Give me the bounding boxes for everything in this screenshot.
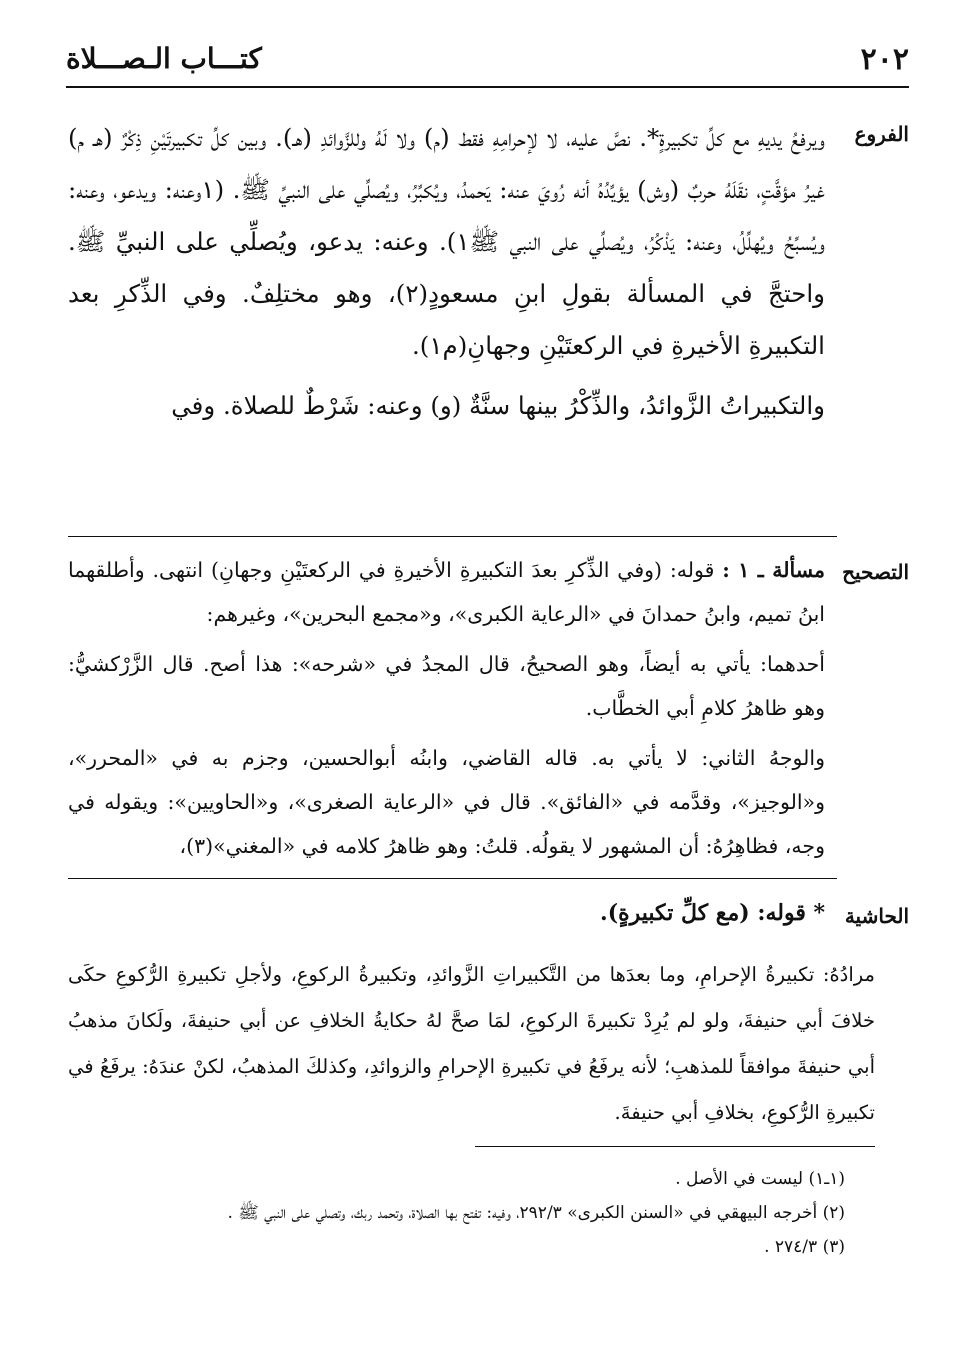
footnote: (٢) أخرجه البيهقي في «السنن الكبرى» ٢٩٢/٣، وفيه: تفتح بها الصلاة، وتحمد ربك، وتصلي على النبي ﷺ . [227, 1203, 845, 1223]
tashih-section [68, 548, 825, 868]
section-divider [68, 536, 837, 537]
hashiya-text: مرادُهُ: تكبيرةُ الإحرامِ، وما بعدَها من التَّكبيراتِ الزَّوائدِ، وتكبيرةُ الركوعِ، ولأجلِ تكبيرةِ الرُّكوعِ حكَى خلافَ أبي حنيفةَ، ولو لم يُرِدْ تكبيرةَ الركوعِ، لمَا صحَّ لهُ حكايةُ الخلافِ عن أبي حنيفةَ، ولَكانَ مذهبُ أبي حنيفةَ موافقاً للمذهبِ؛ لأنه يرفَعُ في تكبيرةِ الإحرامِ والزوائدِ، وكذلكَ المذهبُ، لكنْ عندَهُ: يرفَعُ في تكبيرةِ الرُّكوعِ، بخلافِ أبي حنيفةَ. [68, 963, 875, 1124]
tashih-paragraph-2: أحدهما: يأتي به أيضاً، وهو الصحيحُ، قال المجدُ في «شرحه»: هذا أصح. قال الزَّرْكشيُّ: وهو ظاهرُ كلامِ أبي الخطَّاب. [68, 652, 825, 720]
footnote-rule [475, 1146, 875, 1147]
section-label-tashih: التصحيح [842, 560, 909, 584]
tashih-paragraph-3: والوجهُ الثاني: لا يأتي به. قاله القاضي، وابنُه أبوالحسين، وجزم به في «المحرر»، و«الوجيز»، وقدَّمه في «الفائق». قال في «الرعاية الصغرى»، و«الحاويين»: ويقوله في وجه، فظاهِرُهُ: أن المشهور لا يقولُه. قلتُ: وهو ظاهرُ كلامه في «المغني»(٣)، [68, 746, 825, 858]
footnote: (١ـ١) ليست في الأصل . [675, 1169, 845, 1189]
section-label-furu: الفروع [854, 122, 909, 146]
furu-section [68, 112, 825, 432]
footnote: (٣) ٢٧٤/٣ . [764, 1237, 845, 1257]
hashiya-heading: * قوله: (مع كلِّ تكبيرةٍ). [600, 900, 825, 926]
header-rule [66, 86, 909, 88]
tashih-paragraph-1 [68, 548, 825, 636]
section-label-hashiya: الحاشية [844, 904, 909, 928]
hashiya-section [68, 952, 875, 1136]
section-divider [68, 878, 837, 879]
page-number: ٢٠٢ [860, 42, 909, 77]
footnotes [80, 1162, 845, 1264]
furu-paragraph-1: ويرفعُ يديهِ مع كلِّ تكبيرةٍ*. نصَّ عليه، لا لإحرامِهِ فقط (م) ولا لَهُ وللزَّوائدِ (هـ). وبين كلِّ تكبيرتَيْنِ ذِكْرٌ (هـ م) غيرُ مؤقَّتٍ، نقَلَهُ حربٌ (وش) يؤيِّدُهُ أنه رُويَ عنه: يَحمدُ، ويُكبِّرُ، ويُصلِّي على النبيِّ ﷺ. (١وعنه: ويدعو، وعنه: ويُسبِّحُ ويُهلِّلُ، وعنه: يَذْكُرُ، ويُصلِّي على النبي ﷺ١). وعنه: يدعو، ويُصلِّي على النبيِّ ﷺ. واحتجَّ في المسألة بقولِ ابنِ مسعودٍ(٢)، وهو مختلِفٌ. وفي الذِّكرِ بعد التكبيرةِ الأخيرةِ في الركعتَيْنِ وجهانِ(م١). [68, 123, 825, 360]
page-header [66, 42, 909, 80]
running-title: كتـــاب الـصـــلاة [66, 42, 262, 75]
tashih-text-1: قوله: (وفي الذِّكرِ بعدَ التكبيرةِ الأخيرةِ في الركعتَيْنِ وجهانِ) انتهى. وأطلقهما ابنُ تميم، وابنُ حمدانَ في «الرعاية الكبرى»، و«مجمع البحرين»، وغيرهم: [68, 558, 825, 626]
furu-paragraph-2: والتكبيراتُ الزَّوائدُ، والذِّكْرُ بينها سنَّةٌ (و) وعنه: شَرْطٌ للصلاة. وفي [171, 391, 825, 420]
masala-label: مسألة ـ ١ : [722, 558, 825, 582]
